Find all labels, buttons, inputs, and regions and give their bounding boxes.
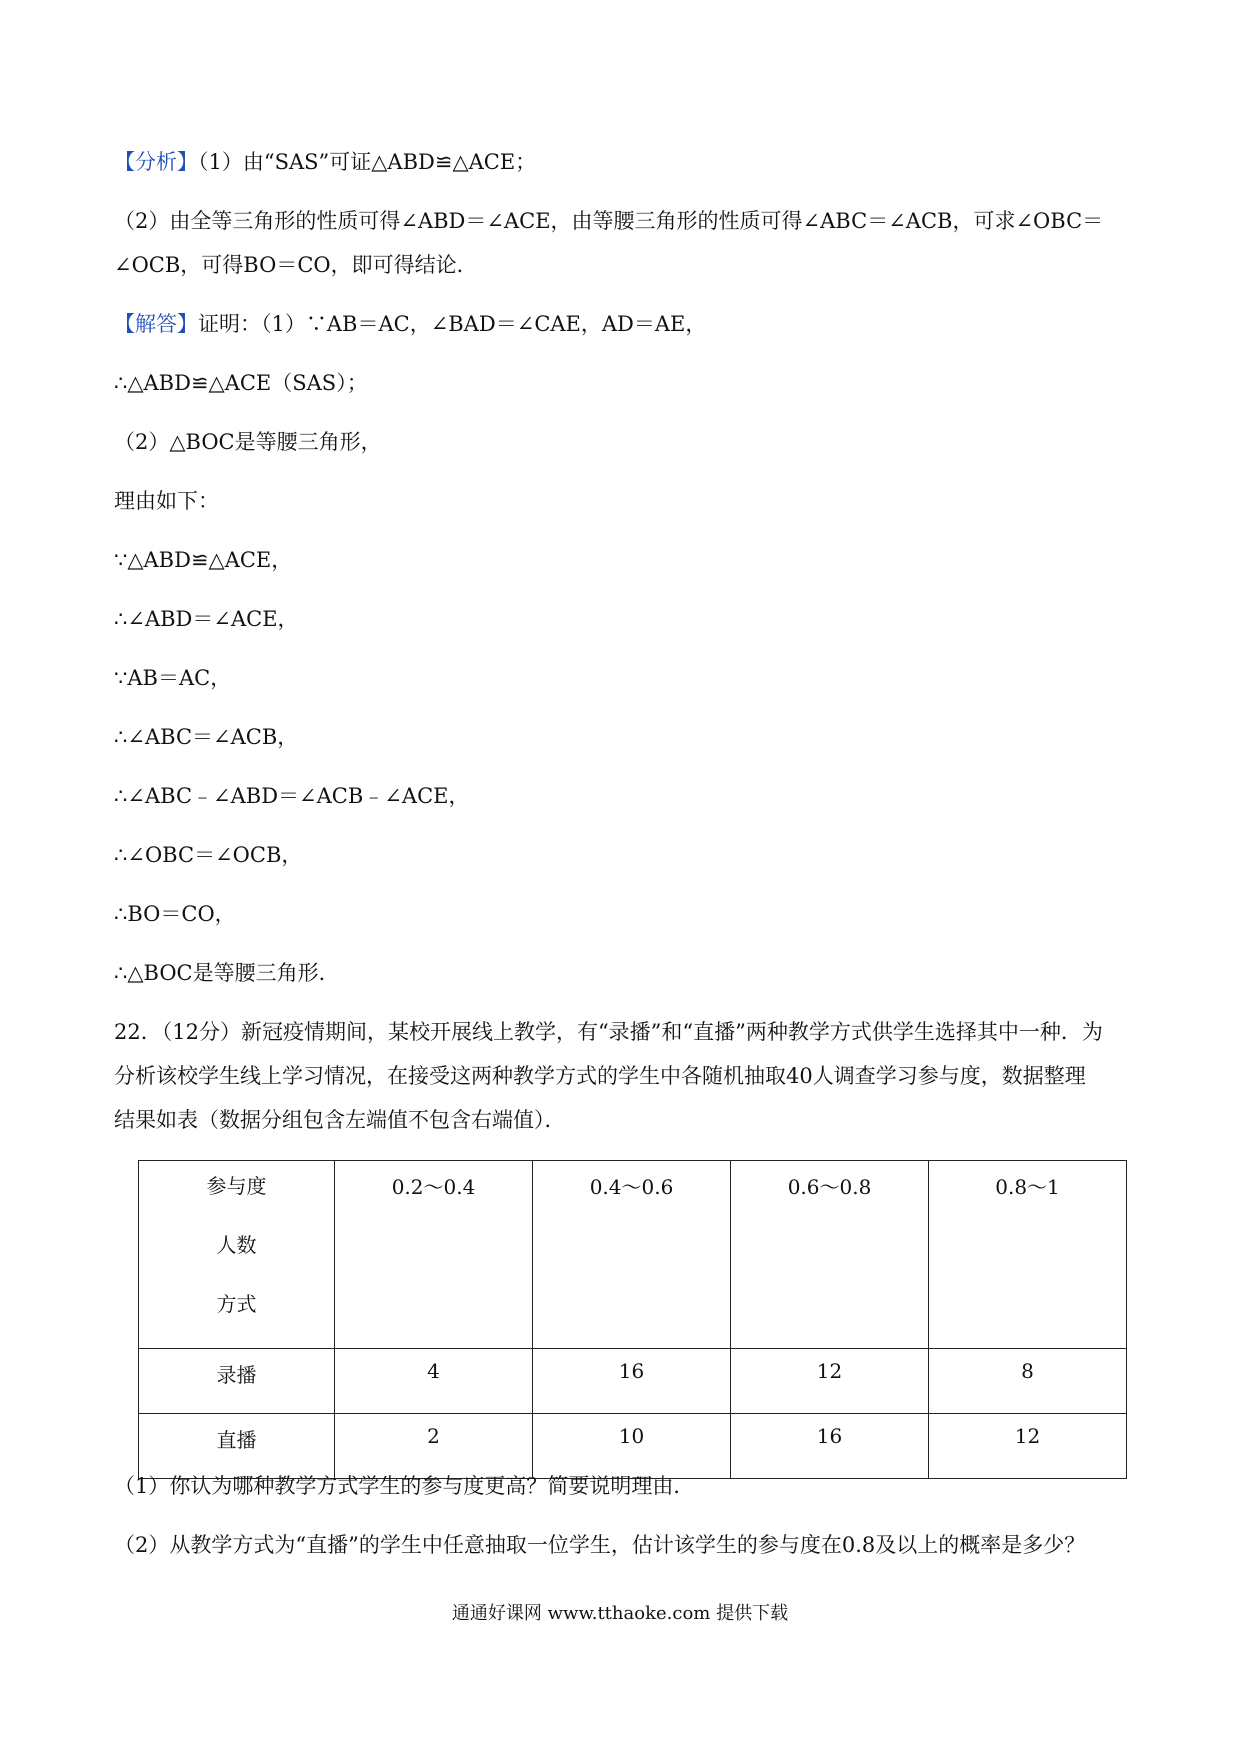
participation-table (138, 1160, 1126, 1479)
answer-tag: 【解答】 (114, 312, 198, 336)
table-column-header: 0.4～0.6 (533, 1161, 731, 1349)
question-22-line-2: 分析该校学生线上学习情况，在接受这两种教学方式的学生中各随机抽取40人调查学习参与度，数据整理 (114, 1064, 1086, 1088)
answer-step: ∴∠ABC＝∠ACB， (114, 725, 299, 749)
table-header-row (139, 1161, 1127, 1349)
corner-label-participation: 参与度 (206, 1174, 267, 1198)
answer-step: ∴∠OBC＝∠OCB， (114, 843, 303, 867)
question-22-line-3: 结果如表（数据分组包含左端值不包含右端值）． (114, 1108, 566, 1132)
table-column-header: 0.6～0.8 (731, 1161, 929, 1349)
page-footer: 通通好课网 www.tthaoke.com 提供下载 (451, 1603, 789, 1624)
answer-step: ∴BO＝CO， (114, 902, 236, 926)
table-cell: 10 (533, 1414, 731, 1479)
answer-step: 理由如下： (114, 489, 219, 513)
table-cell: 4 (335, 1349, 533, 1414)
answer-text-1: 证明：（1）∵AB＝AC，∠BAD＝∠CAE，AD＝AE， (198, 312, 707, 336)
table-column-header: 0.2～0.4 (335, 1161, 533, 1349)
answer-step: ∵AB＝AC， (114, 666, 232, 690)
table-cell: 2 (335, 1414, 533, 1479)
corner-label-count: 人数 (216, 1233, 257, 1257)
answer-line-1 (114, 309, 706, 339)
table-row-label: 录播 (139, 1349, 335, 1414)
analysis-line-2: （2）由全等三角形的性质可得∠ABD＝∠ACE，由等腰三角形的性质可得∠ABC＝∠ACB，可求∠OBC＝ (114, 209, 1104, 233)
table-cell: 16 (731, 1414, 929, 1479)
table-cell: 12 (731, 1349, 929, 1414)
analysis-tag: 【分析】 (114, 150, 198, 174)
corner-label-method: 方式 (216, 1292, 257, 1316)
question-22-sub-2: （2）从教学方式为“直播”的学生中任意抽取一位学生，估计该学生的参与度在0.8及以上的概率是多少？ (114, 1533, 1086, 1557)
analysis-line-3: ∠OCB，可得BO＝CO，即可得结论． (114, 253, 478, 277)
table-cell: 16 (533, 1349, 731, 1414)
table-column-header: 0.8～1 (929, 1161, 1127, 1349)
analysis-line-1 (114, 147, 536, 177)
answer-step: ∴△ABD≌△ACE（SAS）； (114, 371, 368, 395)
analysis-text-1: （1）由“SAS”可证△ABD≌△ACE； (198, 150, 537, 174)
question-22-line-1: 22．（12分）新冠疫情期间，某校开展线上教学，有“录播”和“直播”两种教学方式供学生选择其中一种．为 (114, 1020, 1103, 1044)
table-row (139, 1349, 1127, 1414)
answer-step: ∴∠ABD＝∠ACE， (114, 607, 299, 631)
answer-step: ∴△BOC是等腰三角形． (114, 961, 340, 985)
question-22-sub-1: （1）你认为哪种教学方式学生的参与度更高？简要说明理由． (114, 1474, 695, 1498)
table-corner-cell (139, 1161, 335, 1349)
answer-step: ∵△ABD≌△ACE， (114, 548, 293, 572)
table-row (139, 1414, 1127, 1479)
table-row-label: 直播 (139, 1414, 335, 1479)
answer-step: （2）△BOC是等腰三角形， (114, 430, 382, 454)
answer-step: ∴∠ABC﹣∠ABD＝∠ACB﹣∠ACE， (114, 784, 470, 808)
table-cell: 12 (929, 1414, 1127, 1479)
table-cell: 8 (929, 1349, 1127, 1414)
